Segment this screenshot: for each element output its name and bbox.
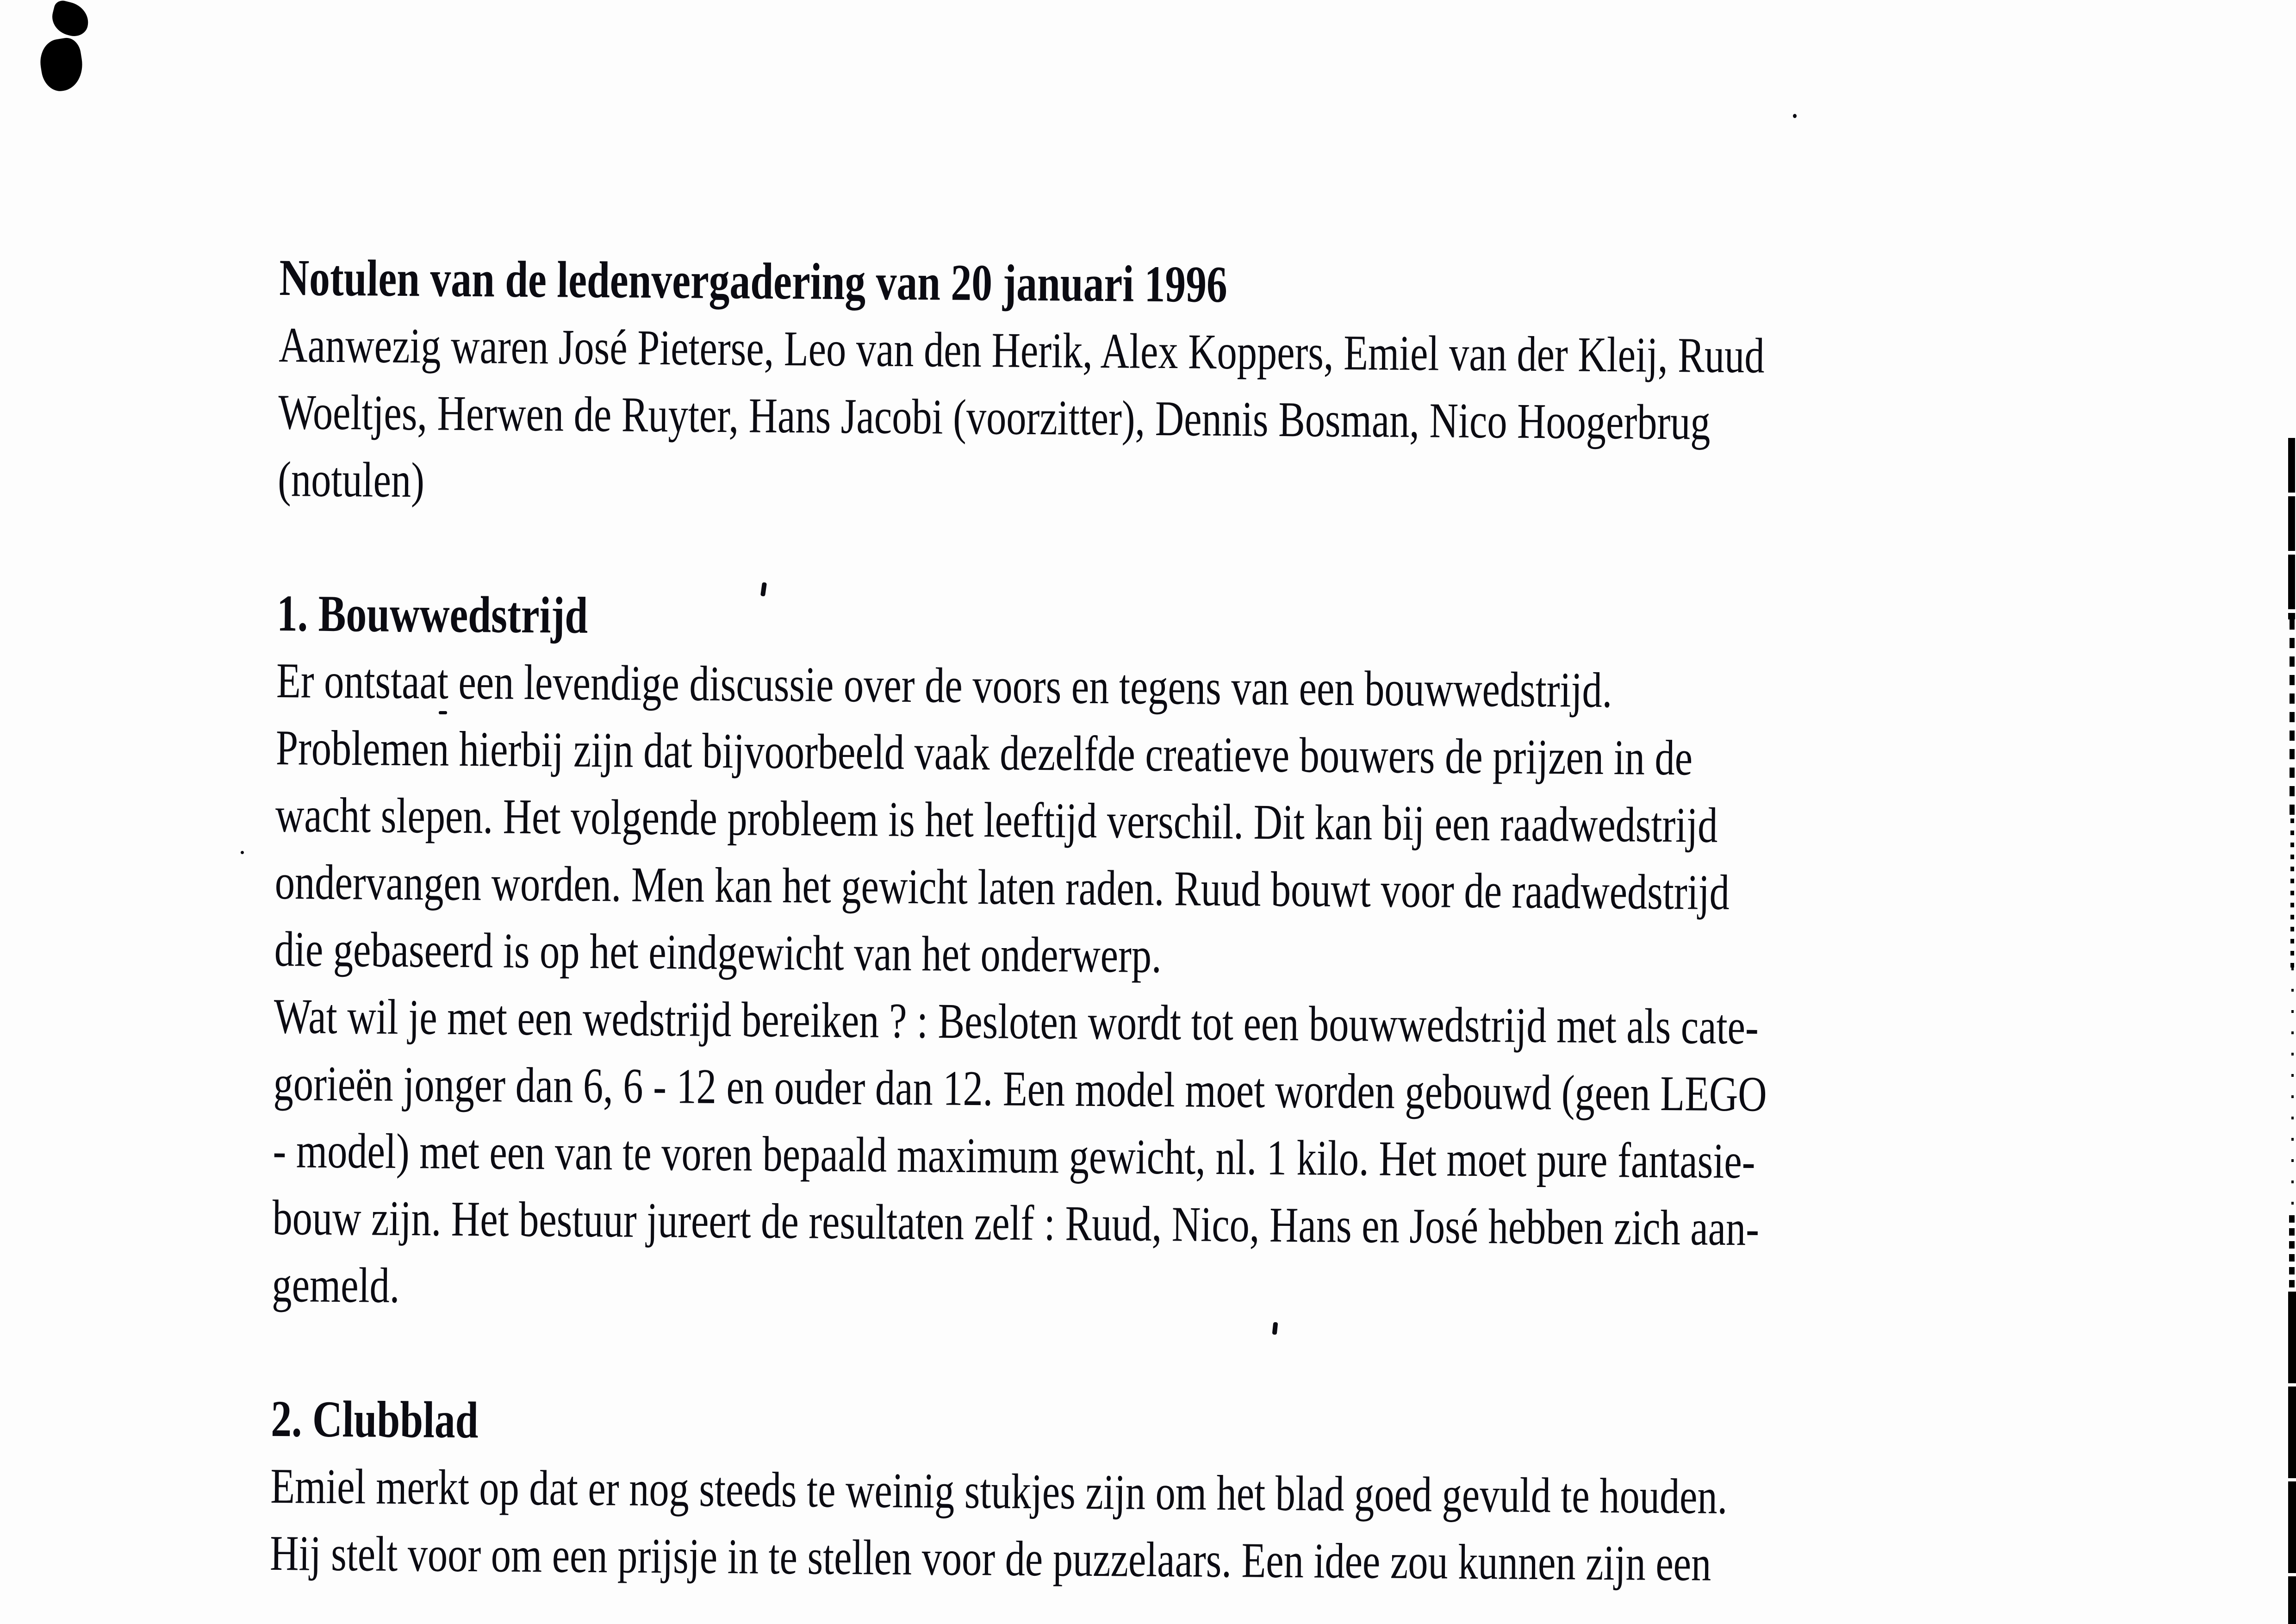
text-line: Er ontstaat een levendige discussie over de voors en tegens van een bouwwedstrijd. (276, 653, 1612, 718)
text-line: Aanwezig waren José Pieterse, Leo van den Herik, Alex Koppers, Emiel van der Kleij, Ruud (278, 317, 1765, 384)
blank-line (277, 513, 1833, 592)
text-line: Hij stelt voor om een prijsje in te stellen voor de puzzelaars. Een idee zou kunnen zijn een (269, 1525, 1711, 1592)
text-line: (notulen) (277, 451, 425, 508)
text-line: gorieën jonger dan 6, 6 - 12 en ouder dan 12. Een model moet worden gebouwd (geen LEGO (273, 1056, 1767, 1122)
text-line: gemeld. (272, 1257, 400, 1313)
scan-artifact-right-edge (2290, 818, 2294, 968)
document-title: Notulen van de ledenvergadering van 20 januari 1996 (279, 249, 1228, 314)
text-line: - model) met een van te voren bepaald maximum gewicht, nl. 1 kilo. Het moet pure fantasie- (273, 1123, 1755, 1189)
scan-artifact-right-edge (2291, 968, 2294, 1215)
text-line: wacht slepen. Het volgende probleem is het leeftijd verschil. Dit kan bij een raadwedstrijd (275, 787, 1718, 853)
scan-artifact-right-edge (2290, 619, 2295, 818)
scan-artifact-ink-blot-bottom (37, 36, 86, 94)
blank-line (271, 1318, 1827, 1397)
text-line: bouw zijn. Het bestuur jureert de resultaten zelf : Ruud, Nico, Hans en José hebben zich aan- (272, 1190, 1760, 1256)
scan-artifact-ink-blot-top (49, 0, 93, 39)
scan-artifact-right-edge (2288, 1292, 2296, 1624)
section-heading: 1. Bouwwedstrijd (276, 584, 588, 644)
text-line: ondervangen worden. Men kan het gewicht laten raden. Ruud bouwt voor de raadwedstrijd (274, 854, 1730, 921)
text-line: Emiel merkt op dat er nog steeds te weinig stukjes zijn om het blad goed gevuld te houden. (270, 1458, 1728, 1525)
text-line: die gebaseerd is op het eindgewicht van het onderwerp. (274, 921, 1162, 984)
text-line: Problemen hierbij zijn dat bijvoorbeeld vaak dezelfde creatieve bouwers de prijzen in de (275, 720, 1693, 786)
text-line: Woeltjes, Herwen de Ruyter, Hans Jacobi (voorzitter), Dennis Bosman, Nico Hoogerbrug (278, 384, 1711, 450)
section-heading: 2. Clubblad (270, 1390, 479, 1449)
scan-artifact-speck (1793, 114, 1797, 118)
scan-artifact-right-edge (2289, 1215, 2295, 1292)
text-line: Wat wil je met een wedstrijd bereiken ? : Besloten wordt tot een bouwwedstrijd met als cate- (274, 988, 1759, 1055)
scan-artifact-right-edge (2288, 438, 2295, 619)
text-block (270, 244, 2223, 1601)
scan-artifact-speck (241, 851, 244, 854)
